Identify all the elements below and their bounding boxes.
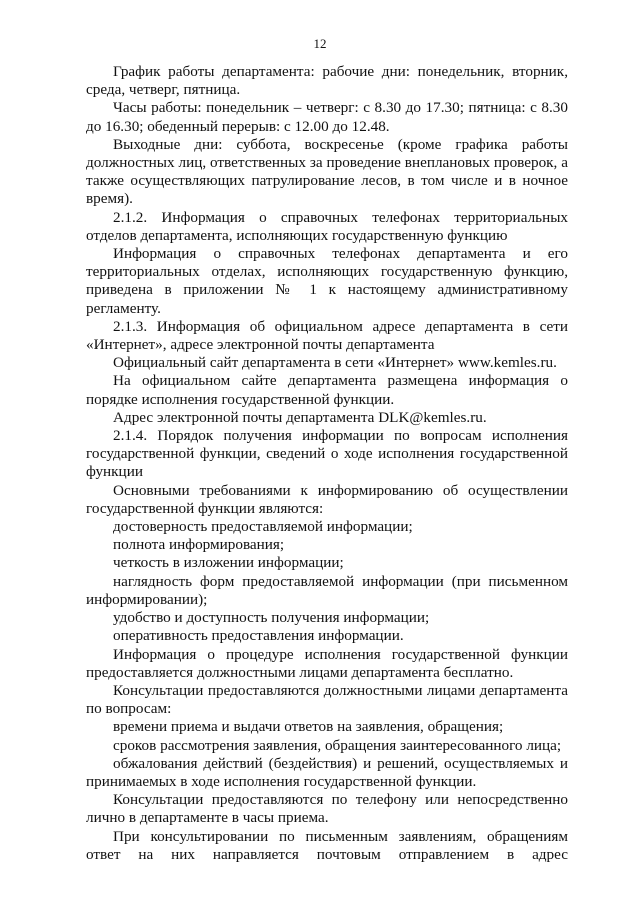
paragraph-days-off: Выходные дни: суббота, воскресенье (кроме графика работы должностных лиц, ответственных за проведение внеплановых проверок, а также осуществляющих патрулирование лесов, в том числе и в ночное время). [86,135,568,208]
section-heading-2-1-2: 2.1.2. Информация о справочных телефонах территориальных отделов департамента, исполняющих государственную функцию [86,208,568,244]
paragraph-free-information: Информация о процедуре исполнения государственной функции предоставляется должностными лицами департамента бесплатно. [86,645,568,681]
document-body [86,63,568,864]
paragraph-consultations-topics: Консультации предоставляются должностными лицами департамента по вопросам: [86,681,568,718]
paragraph-consultation-methods: Консультации предоставляются по телефону или непосредственно лично в департаменте в часы приема. [86,791,568,827]
list-item-clarity: четкость в изложении информации; [113,554,344,572]
paragraph-email-address: Адрес электронной почты департамента DLK@kemles.ru. [113,408,487,426]
section-heading-2-1-4: 2.1.4. Порядок получения информации по вопросам исполнения государственной функции, сведений о ходе исполнения государственной функции [86,427,568,481]
page-number: 12 [313,36,327,51]
list-item-accessibility: удобство и доступность получения информации; [113,609,430,627]
list-item-promptness: оперативность предоставления информации. [113,627,404,645]
list-item-review-terms: сроков рассмотрения заявления, обращения заинтересованного лица; [113,736,562,754]
paragraph-reference-phones: Информация о справочных телефонах департамента и его территориальных отделах, исполняющих государственную функцию, приведена в приложении № 1 к настоящему административному регламенту. [86,245,568,317]
list-item-reliability: достоверность предоставляемой информации; [113,518,413,536]
paragraph-official-website: Официальный сайт департамента в сети «Интернет» www.kemles.ru. [113,354,557,372]
paragraph-working-hours: Часы работы: понедельник – четверг: с 8.30 до 17.30; пятница: с 8.30 до 16.30; обеденный перерыв: с 12.00 до 12.48. [86,99,568,135]
list-item-reception-time: времени приема и выдачи ответов на заявления, обращения; [113,718,504,736]
paragraph-website-info: На официальном сайте департамента размещена информация о порядке исполнения государственной функции. [86,372,568,408]
list-item-appeals: обжалования действий (бездействия) и решений, осуществляемых и принимаемых в ходе исполнения государственной функции. [86,754,568,790]
section-heading-2-1-3: 2.1.3. Информация об официальном адресе департамента в сети «Интернет», адресе электронной почты департамента [86,317,568,354]
list-item-completeness: полнота информирования; [113,536,285,554]
paragraph-requirements-intro: Основными требованиями к информированию об осуществлении государственной функции являются: [86,481,568,517]
list-item-visibility: наглядность форм предоставляемой информации (при письменном информировании); [86,572,568,608]
paragraph-written-consultation: При консультировании по письменным заявлениям, обращениям ответ на них направляется почтовым отправлением в адрес [86,827,568,863]
paragraph-work-schedule: График работы департамента: рабочие дни: понедельник, вторник, среда, четверг, пятница. [86,63,568,99]
